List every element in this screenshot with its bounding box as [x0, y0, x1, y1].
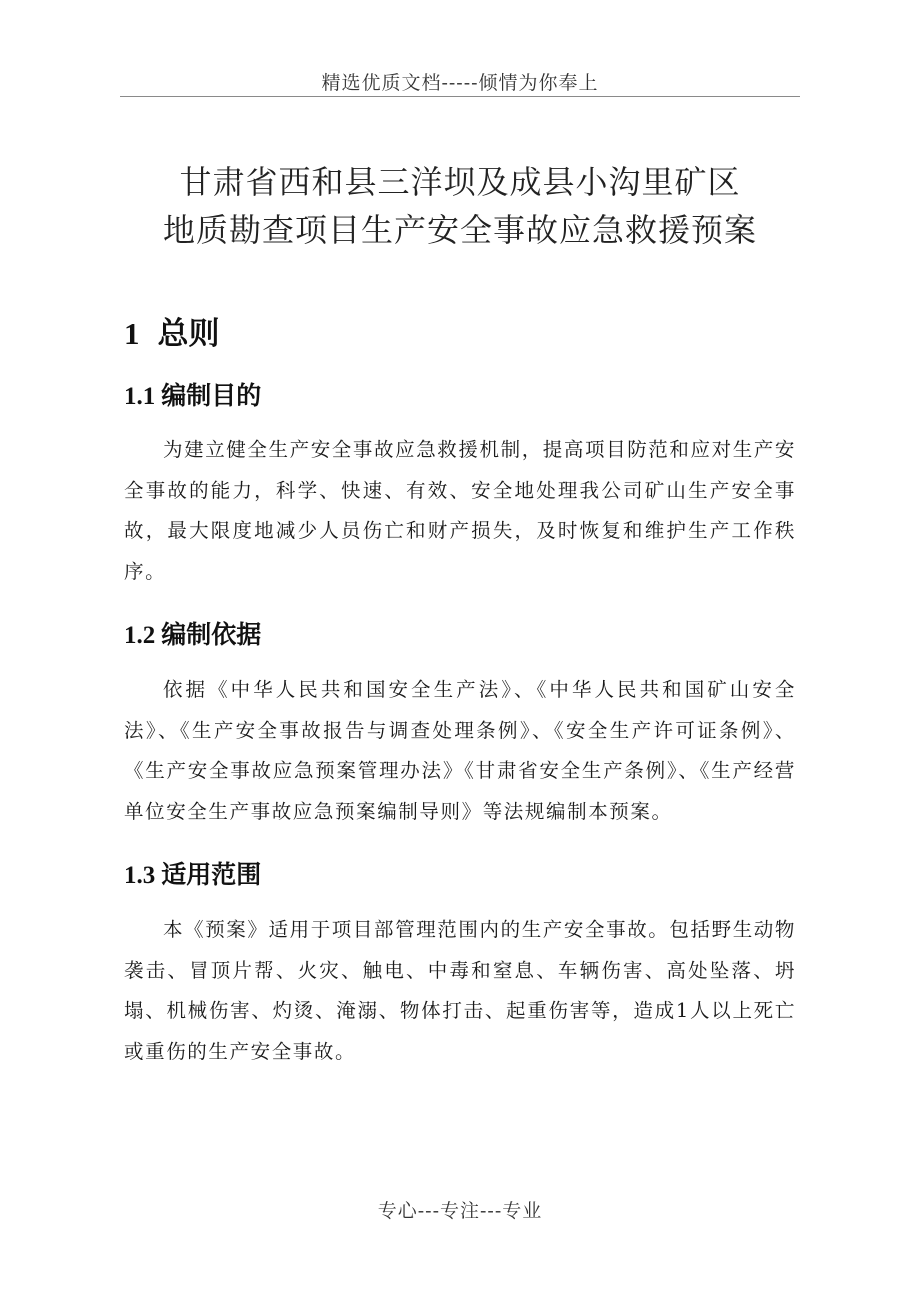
running-header: 精选优质文档-----倾情为你奉上 — [321, 72, 599, 94]
paragraph-purpose: 为建立健全生产安全事故应急救援机制，提高项目防范和应对生产安全事故的能力，科学、快速、有效、安全地处理我公司矿山生产安全事故，最大限度地减少人员伤亡和财产损失，及时恢复和维护生产工作秩序。 — [124, 438, 797, 583]
running-footer: 专心---专注---专业 — [377, 1200, 543, 1222]
subsection-number: 1.1 — [124, 383, 156, 410]
subsection-heading-basis — [124, 615, 261, 651]
document-title-line-2: 地质勘查项目生产安全事故应急救援预案 — [162, 211, 757, 249]
paragraph-basis: 依据《中华人民共和国安全生产法》、《中华人民共和国矿山安全法》、《生产安全事故报告与调查处理条例》、《安全生产许可证条例》、《生产安全事故应急预案管理办法》《甘肃省安全生产条例》、《生产经营单位安全生产事故应急预案编制导则》等法规编制本预案。 — [124, 678, 796, 823]
section-title: 总则 — [157, 316, 220, 352]
subsection-title: 适用范围 — [161, 860, 262, 889]
document-title — [0, 158, 920, 254]
subsection-title: 编制目的 — [161, 381, 262, 410]
section-number: 1 — [124, 316, 140, 351]
subsection-title: 编制依据 — [161, 620, 262, 649]
subsection-heading-purpose — [124, 376, 261, 412]
paragraph-scope: 本《预案》适用于项目部管理范围内的生产安全事故。包括野生动物袭击、冒顶片帮、火灾、触电、中毒和窒息、车辆伤害、高处坠落、坍塌、机械伤害、灼烫、淹溺、物体打击、起重伤害等，造成1人以上死亡或重伤的生产安全事故。 — [124, 918, 797, 1063]
header-divider — [120, 96, 800, 97]
subsection-number: 1.2 — [124, 622, 156, 649]
subsection-number: 1.3 — [124, 862, 156, 889]
document-title-line-1: 甘肃省西和县三洋坝及成县小沟里矿区 — [179, 163, 741, 201]
section-heading-general — [124, 308, 220, 353]
subsection-heading-scope — [124, 855, 261, 891]
